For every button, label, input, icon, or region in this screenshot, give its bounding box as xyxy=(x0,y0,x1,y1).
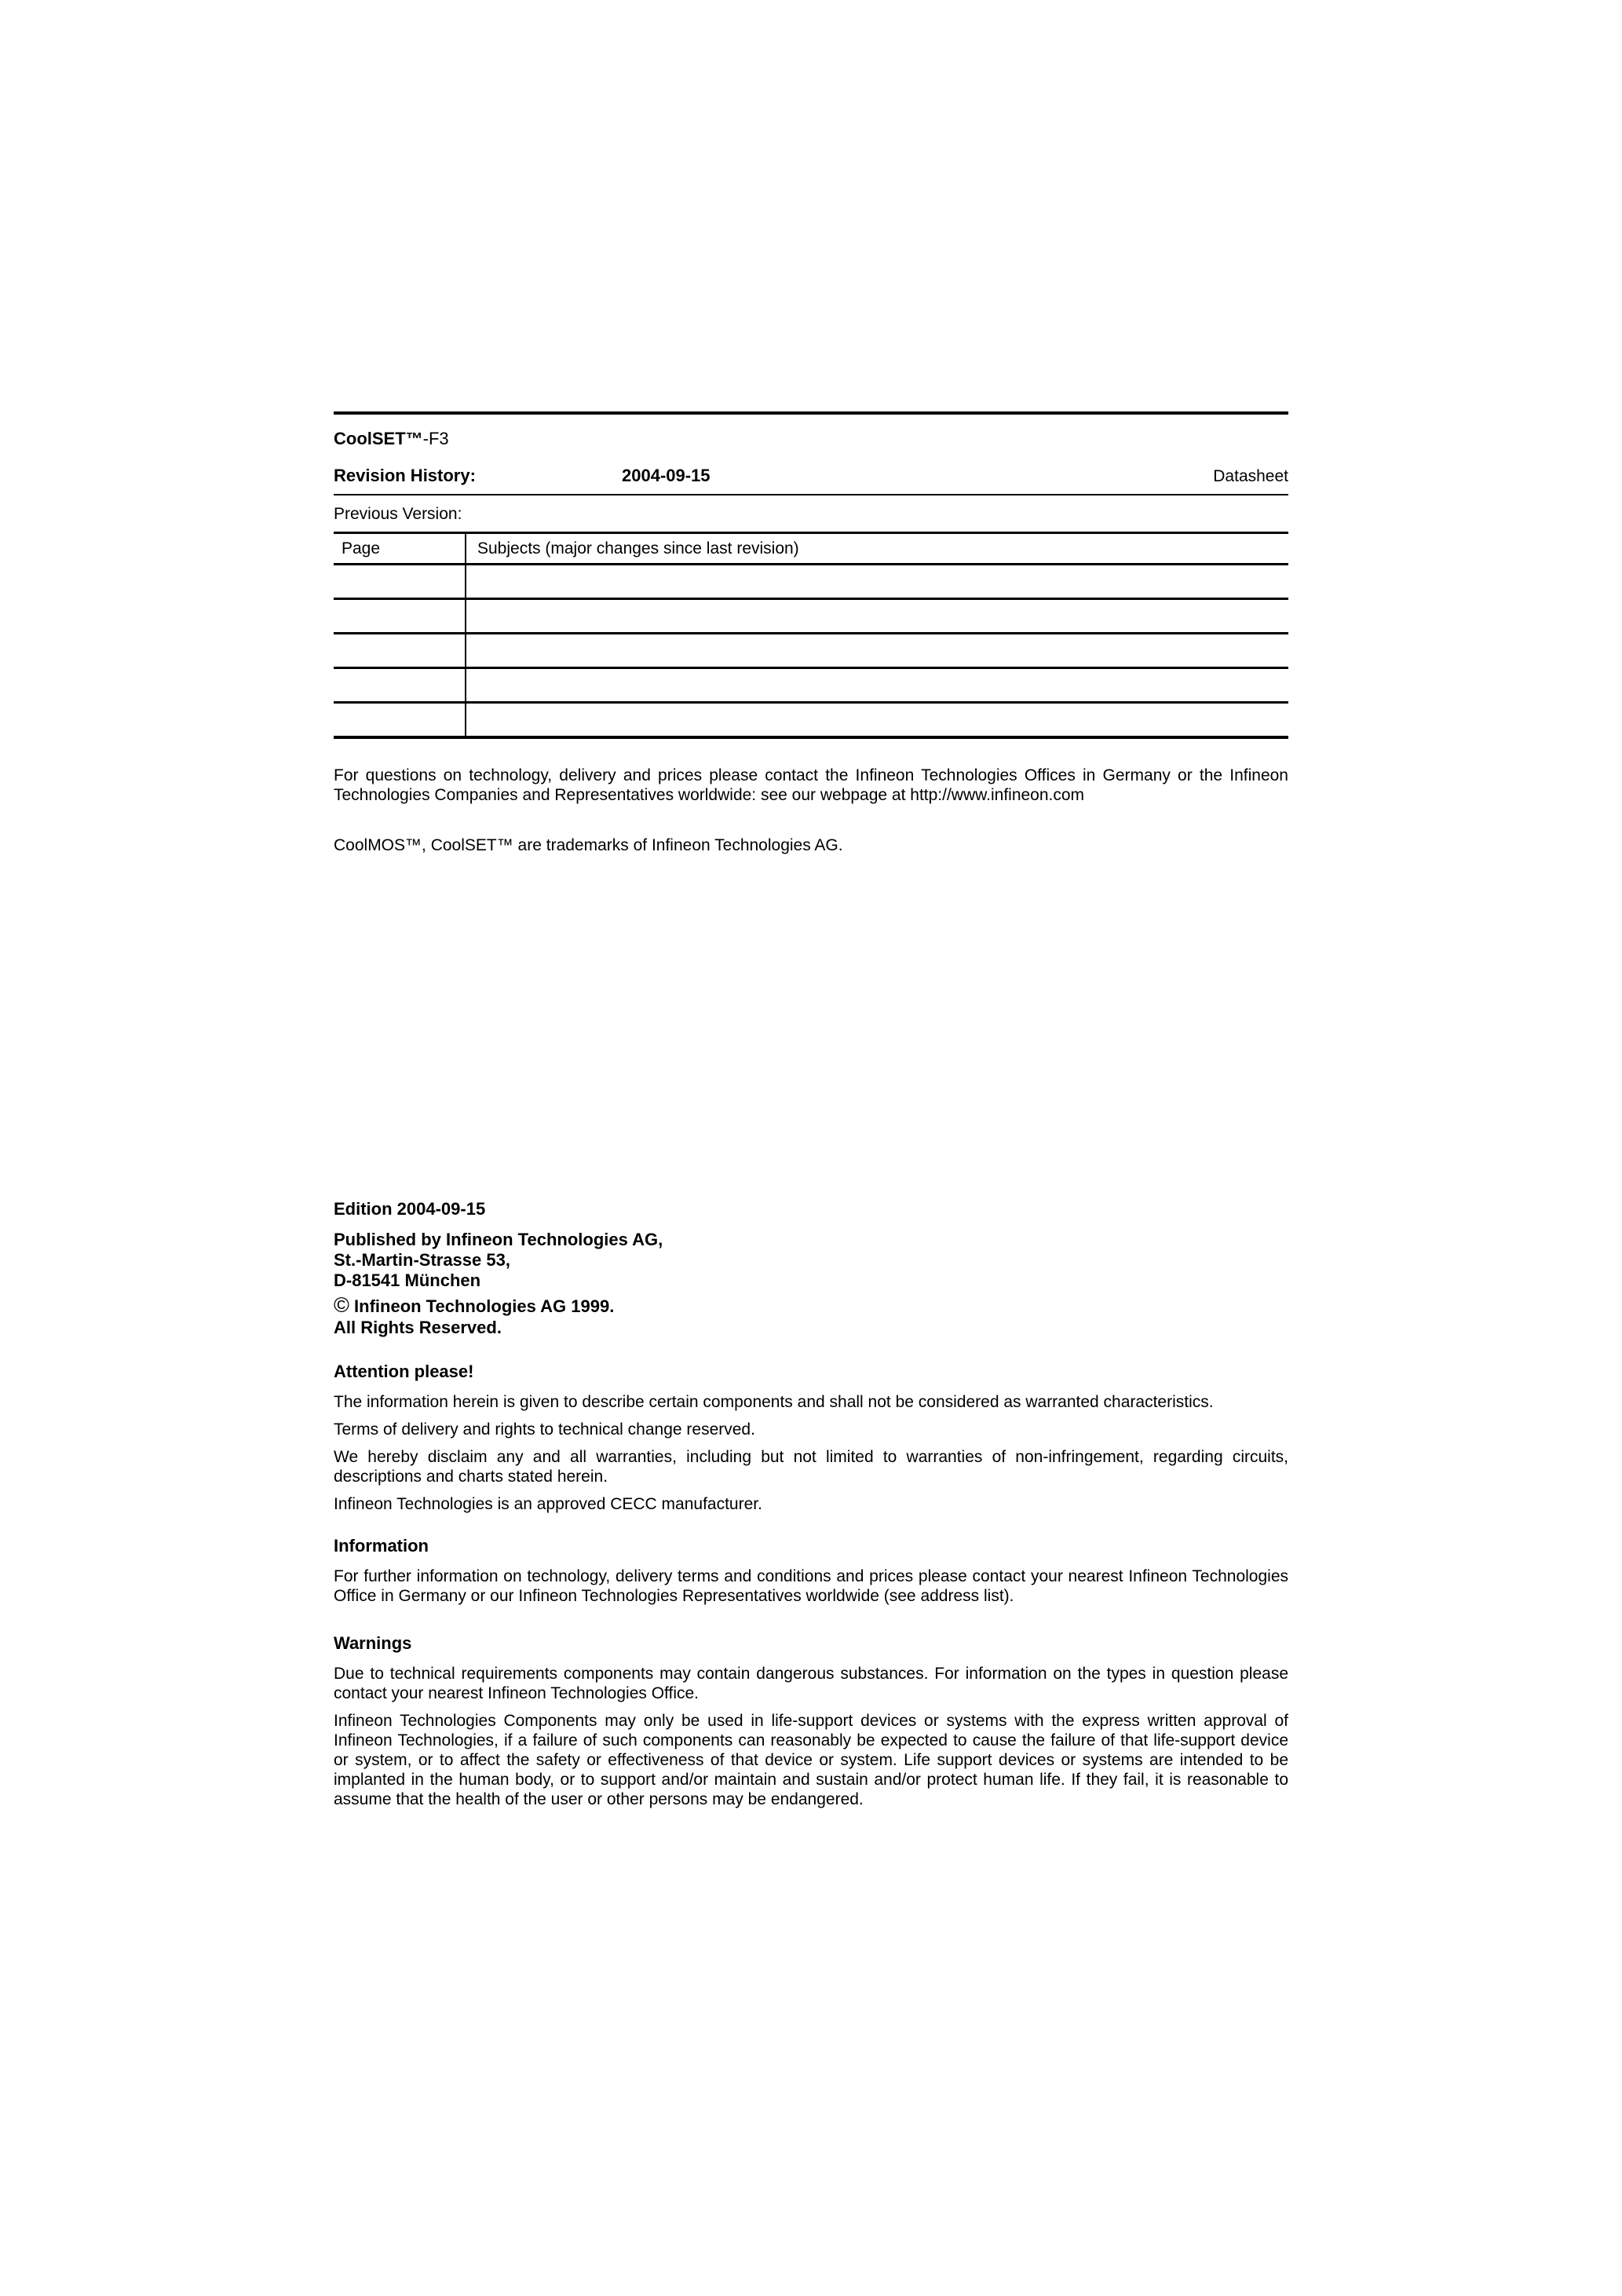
table-row xyxy=(334,565,1288,599)
publisher-line-2: St.-Martin-Strasse 53, xyxy=(334,1249,510,1270)
trademark-line: CoolMOS™, CoolSET™ are trademarks of Infineon Technologies AG. xyxy=(334,835,843,854)
table-header-subjects: Subjects (major changes since last revision) xyxy=(477,539,799,558)
information-paragraph: For further information on technology, delivery terms and conditions and prices please contact your nearest Infineon Technologies Office in Germany or our Infineon Technologies Representatives worldwide (see address list). xyxy=(334,1567,1288,1605)
product-title-suffix: -F3 xyxy=(422,429,449,448)
table-row xyxy=(334,599,1288,634)
edition-heading: Edition 2004-09-15 xyxy=(334,1198,486,1219)
publisher-line-1: Published by Infineon Technologies AG, xyxy=(334,1229,663,1249)
rights-line: All Rights Reserved. xyxy=(334,1317,502,1337)
copyright-block xyxy=(334,1292,1288,1338)
warnings-paragraph-2: Infineon Technologies Components may only be used in life-support devices or systems with the express written approval of Infineon Technologies, if a failure of such components can reasonably be expected to cause the failure of that life-support device or system, or to affect the safety or effectiveness of that device or system. Life support devices or systems are intended to be implanted in the human body, or to support and/or maintain and sustain and/or protect human life. If they fail, it is reasonable to assume that the health of the user or other persons may be endangered. xyxy=(334,1711,1288,1808)
publisher-line-3: D-81541 München xyxy=(334,1270,481,1290)
contact-paragraph: For questions on technology, delivery and prices please contact the Infineon Technologies Offices in Germany or the Infineon Technologies Companies and Representatives worldwide: see our webpage at http://www.infineon.com xyxy=(334,766,1288,804)
top-rule xyxy=(334,411,1288,415)
previous-version-label: Previous Version: xyxy=(334,505,462,523)
table-cell-page xyxy=(334,703,466,737)
publisher-address xyxy=(334,1230,1288,1291)
attention-paragraph-3: We hereby disclaim any and all warranties, including but not limited to warranties of non-infringement, regarding circuits, descriptions and charts stated herein. xyxy=(334,1447,1288,1486)
table-cell-subjects xyxy=(466,565,1288,599)
product-title-main: CoolSET™ xyxy=(334,429,423,448)
product-title xyxy=(334,428,1288,450)
page-content xyxy=(334,411,1288,1809)
revision-date: 2004-09-15 xyxy=(622,466,711,485)
warnings-heading: Warnings xyxy=(334,1632,412,1653)
revision-history-label: Revision History: xyxy=(334,466,476,485)
table-cell-subjects xyxy=(466,668,1288,703)
attention-paragraph-2: Terms of delivery and rights to technical change reserved. xyxy=(334,1420,755,1439)
copyright-text: Infineon Technologies AG 1999. xyxy=(354,1296,615,1316)
table-row xyxy=(334,668,1288,703)
revision-table xyxy=(334,532,1288,739)
attention-paragraph-1: The information herein is given to describe certain components and shall not be considered as warranted characteristics. xyxy=(334,1392,1214,1411)
table-cell-subjects xyxy=(466,599,1288,634)
table-cell-subjects xyxy=(466,703,1288,737)
table-cell-page xyxy=(334,599,466,634)
table-header-page: Page xyxy=(334,533,466,565)
table-row xyxy=(334,634,1288,668)
attention-paragraph-4: Infineon Technologies is an approved CECC manufacturer. xyxy=(334,1494,762,1513)
doc-type-label: Datasheet xyxy=(1213,467,1288,485)
table-cell-page xyxy=(334,634,466,668)
information-heading: Information xyxy=(334,1535,429,1556)
table-header-row xyxy=(334,533,1288,565)
attention-heading: Attention please! xyxy=(334,1361,474,1381)
copyright-line xyxy=(334,1292,1288,1317)
copyright-symbol: © xyxy=(334,1292,349,1317)
revision-table-body xyxy=(334,565,1288,737)
warnings-paragraph-1: Due to technical requirements components may contain dangerous substances. For information on the types in question please contact your nearest Infineon Technologies Office. xyxy=(334,1664,1288,1702)
revision-history-row xyxy=(334,466,1288,495)
table-cell-page xyxy=(334,565,466,599)
table-cell-subjects xyxy=(466,634,1288,668)
table-row xyxy=(334,703,1288,737)
table-cell-page xyxy=(334,668,466,703)
